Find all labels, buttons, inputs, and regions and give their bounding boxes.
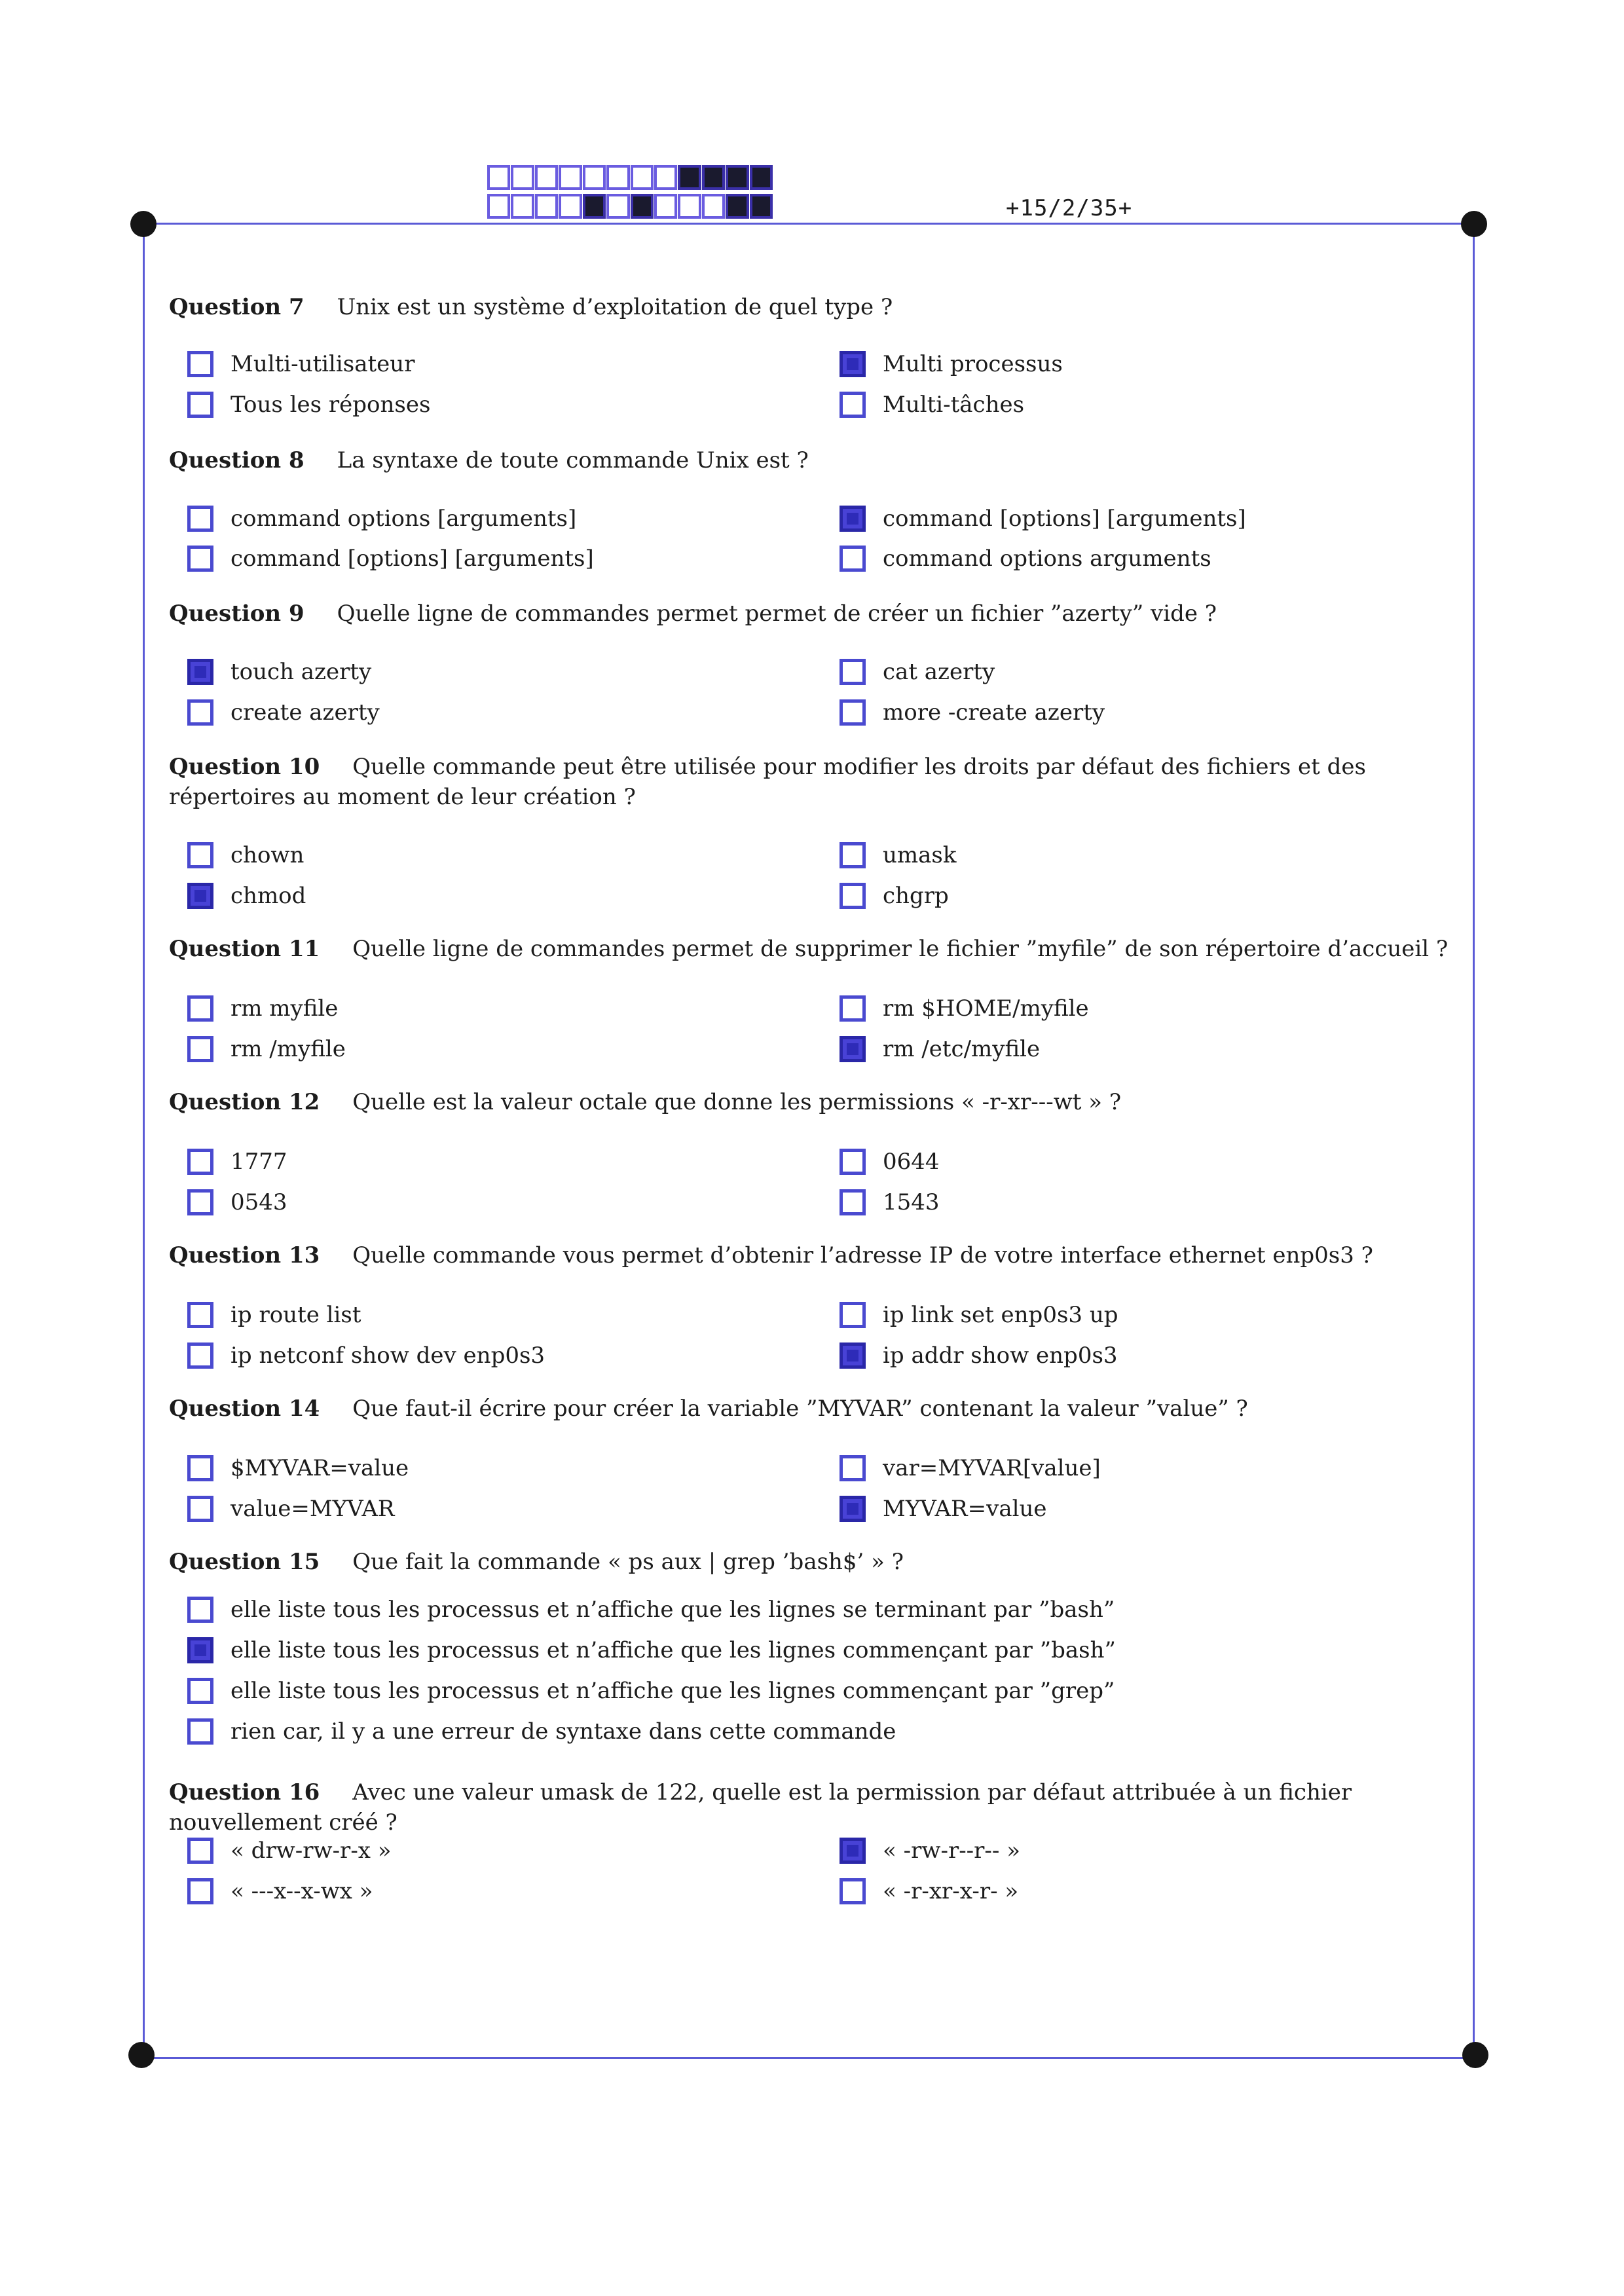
option-label: command [options] [arguments] — [231, 546, 594, 572]
answer-option[interactable] — [840, 1342, 1118, 1369]
question-text — [169, 292, 1457, 322]
checkbox[interactable] — [187, 1597, 213, 1623]
answer-option[interactable] — [840, 995, 1089, 1022]
answer-option[interactable] — [187, 1718, 896, 1745]
option-label: chown — [231, 842, 304, 868]
answer-option[interactable] — [187, 1189, 287, 1215]
answer-option[interactable] — [840, 699, 1105, 726]
option-label: 1777 — [231, 1149, 287, 1175]
barcode-cell — [678, 165, 701, 190]
answer-option[interactable] — [187, 1342, 545, 1369]
question-label: Question 7 — [169, 294, 304, 320]
checkbox[interactable] — [840, 842, 866, 868]
option-label: « drw-rw-r-x » — [231, 1838, 392, 1864]
question-label: Question 13 — [169, 1242, 320, 1268]
checkbox[interactable] — [187, 1878, 213, 1904]
checkbox[interactable] — [840, 1878, 866, 1904]
question-prompt: Quelle est la valeur octale que donne les permissions « -r-xr---wt » ? — [352, 1089, 1122, 1115]
barcode-cell — [535, 165, 558, 190]
answer-option[interactable] — [840, 1189, 940, 1215]
answer-option[interactable] — [840, 659, 995, 685]
answer-option[interactable] — [840, 883, 949, 909]
answer-option[interactable] — [187, 1036, 346, 1062]
checkbox[interactable] — [187, 1149, 213, 1175]
checkbox[interactable] — [187, 1496, 213, 1522]
answer-option[interactable] — [187, 1838, 392, 1864]
question-prompt: Quelle ligne de commandes permet de supprimer le fichier ”myfile” de son répertoire d’accueil ? — [352, 936, 1449, 962]
question-text — [169, 1777, 1457, 1838]
option-label: « -r-xr-x-r- » — [883, 1878, 1019, 1904]
corner-marker — [130, 211, 157, 237]
checkbox-checked[interactable] — [840, 1036, 866, 1062]
question-prompt: Quelle commande vous permet d’obtenir l’adresse IP de votre interface ethernet enp0s3 ? — [352, 1242, 1373, 1268]
barcode-cell — [654, 194, 677, 219]
barcode-cell — [559, 165, 581, 190]
corner-marker — [128, 2042, 155, 2068]
option-label: create azerty — [231, 699, 380, 726]
option-label: value=MYVAR — [231, 1496, 395, 1522]
barcode-cell — [559, 194, 581, 219]
option-label: cat azerty — [883, 659, 995, 685]
checkbox[interactable] — [187, 1678, 213, 1704]
option-label: Multi processus — [883, 351, 1063, 377]
barcode-cell — [487, 165, 510, 190]
barcode-cell — [631, 165, 654, 190]
question-prompt: Que fait la commande « ps aux | grep ’bash$’ » ? — [352, 1549, 904, 1575]
option-label: 0543 — [231, 1189, 287, 1215]
answer-option[interactable] — [840, 842, 956, 868]
option-label: command options arguments — [883, 546, 1211, 572]
checkbox[interactable] — [187, 546, 213, 572]
checkbox-checked[interactable] — [187, 883, 213, 909]
option-label: umask — [883, 842, 957, 868]
option-label: rm $HOME/myfile — [883, 995, 1089, 1022]
question-label: Question 9 — [169, 601, 304, 627]
option-label: « ---x--x-wx » — [231, 1878, 373, 1904]
answer-option[interactable] — [187, 506, 576, 532]
question-text — [169, 934, 1457, 964]
checkbox[interactable] — [840, 1149, 866, 1175]
question-label: Question 8 — [169, 447, 304, 473]
checkbox[interactable] — [187, 1342, 213, 1369]
answer-option[interactable] — [187, 995, 338, 1022]
option-label: 1543 — [883, 1189, 940, 1215]
answer-option[interactable] — [187, 1302, 361, 1328]
question-text — [169, 1240, 1457, 1270]
option-label: MYVAR=value — [883, 1496, 1047, 1522]
checkbox[interactable] — [840, 1455, 866, 1481]
question-label: Question 14 — [169, 1396, 320, 1422]
option-label: command options [arguments] — [231, 506, 577, 532]
checkbox[interactable] — [840, 995, 866, 1022]
checkbox-checked[interactable] — [840, 351, 866, 377]
id-barcode-row — [487, 194, 773, 219]
option-label: elle liste tous les processus et n’affiche que les lignes commençant par ”grep” — [231, 1678, 1115, 1704]
answer-option[interactable] — [840, 546, 1211, 572]
question-text — [169, 445, 1457, 475]
option-label: 0644 — [883, 1149, 940, 1175]
answer-option[interactable] — [187, 1496, 395, 1522]
checkbox-checked[interactable] — [187, 659, 213, 685]
checkbox[interactable] — [840, 546, 866, 572]
barcode-cell — [583, 165, 606, 190]
option-label: « -rw-r--r-- » — [883, 1838, 1021, 1864]
corner-marker — [1461, 211, 1487, 237]
question-text — [169, 1394, 1457, 1424]
option-label: elle liste tous les processus et n’affiche que les lignes se terminant par ”bash” — [231, 1597, 1115, 1623]
question-label: Question 12 — [169, 1089, 320, 1115]
question-label: Question 10 — [169, 754, 320, 780]
question-label: Question 11 — [169, 936, 320, 962]
answer-option[interactable] — [187, 1149, 287, 1175]
option-label: rm myfile — [231, 995, 339, 1022]
checkbox-checked[interactable] — [840, 506, 866, 532]
question-label: Question 16 — [169, 1779, 320, 1805]
barcode-cell — [750, 165, 773, 190]
option-label: Multi-utilisateur — [231, 351, 415, 377]
corner-marker — [1462, 2042, 1488, 2068]
answer-option[interactable] — [840, 1496, 1047, 1522]
checkbox-checked[interactable] — [840, 1342, 866, 1369]
checkbox[interactable] — [187, 1838, 213, 1864]
option-label: elle liste tous les processus et n’affiche que les lignes commençant par ”bash” — [231, 1637, 1116, 1663]
answer-option[interactable] — [187, 1455, 409, 1481]
question-prompt: Quelle commande peut être utilisée pour modifier les droits par défaut des fichiers et des répertoires au moment de leur création ? — [169, 754, 1366, 810]
option-label: rm /etc/myfile — [883, 1036, 1041, 1062]
checkbox-checked[interactable] — [187, 1637, 213, 1663]
answer-option[interactable] — [840, 1455, 1101, 1481]
answer-option[interactable] — [840, 1149, 940, 1175]
answer-option[interactable] — [187, 1678, 1115, 1704]
question-text — [169, 599, 1457, 629]
option-label: more -create azerty — [883, 699, 1105, 726]
answer-option[interactable] — [840, 392, 1024, 418]
option-label: ip addr show enp0s3 — [883, 1342, 1118, 1369]
answer-option[interactable] — [187, 1878, 373, 1904]
answer-option[interactable] — [840, 506, 1246, 532]
checkbox[interactable] — [840, 883, 866, 909]
answer-option[interactable] — [187, 842, 304, 868]
option-label: ip route list — [231, 1302, 361, 1328]
barcode-cell — [511, 165, 534, 190]
checkbox[interactable] — [187, 1718, 213, 1745]
checkbox[interactable] — [187, 351, 213, 377]
answer-option[interactable] — [840, 1878, 1018, 1904]
checkbox[interactable] — [187, 1302, 213, 1328]
answer-option[interactable] — [840, 351, 1063, 377]
answer-option[interactable] — [187, 659, 371, 685]
checkbox[interactable] — [187, 699, 213, 726]
barcode-cell — [678, 194, 701, 219]
answer-option[interactable] — [187, 392, 430, 418]
barcode-cell — [487, 194, 510, 219]
barcode-cell — [702, 194, 725, 219]
checkbox[interactable] — [187, 995, 213, 1022]
option-label: $MYVAR=value — [231, 1455, 409, 1481]
answer-option[interactable] — [187, 883, 306, 909]
checkbox-checked[interactable] — [840, 1496, 866, 1522]
barcode-cell — [606, 194, 629, 219]
checkbox-checked[interactable] — [840, 1838, 866, 1864]
barcode-cell — [702, 165, 725, 190]
checkbox[interactable] — [187, 842, 213, 868]
barcode-cell — [726, 194, 748, 219]
barcode-cell — [511, 194, 534, 219]
barcode-cell — [535, 194, 558, 219]
checkbox[interactable] — [187, 506, 213, 532]
option-label: rm /myfile — [231, 1036, 346, 1062]
barcode-cell — [750, 194, 773, 219]
answer-option[interactable] — [840, 1036, 1040, 1062]
checkbox[interactable] — [840, 699, 866, 726]
checkbox[interactable] — [187, 392, 213, 418]
answer-option[interactable] — [187, 699, 380, 726]
question-text — [169, 1547, 1457, 1577]
question-text — [169, 752, 1457, 812]
answer-option[interactable] — [840, 1302, 1118, 1328]
option-label: Multi-tâches — [883, 392, 1025, 418]
checkbox[interactable] — [187, 1036, 213, 1062]
option-label: command [options] [arguments] — [883, 506, 1246, 532]
option-label: Tous les réponses — [231, 392, 431, 418]
option-label: var=MYVAR[value] — [883, 1455, 1101, 1481]
answer-option[interactable] — [187, 351, 415, 377]
option-label: rien car, il y a une erreur de syntaxe dans cette commande — [231, 1718, 896, 1745]
option-label: ip netconf show dev enp0s3 — [231, 1342, 545, 1369]
barcode-cell — [654, 165, 677, 190]
question-prompt: La syntaxe de toute commande Unix est ? — [337, 447, 809, 473]
answer-option[interactable] — [187, 1597, 1115, 1623]
barcode-cell — [631, 194, 654, 219]
checkbox[interactable] — [840, 659, 866, 685]
option-label: ip link set enp0s3 up — [883, 1302, 1118, 1328]
checkbox[interactable] — [840, 392, 866, 418]
answer-option[interactable] — [187, 546, 594, 572]
id-barcode-row — [487, 165, 773, 190]
question-text — [169, 1087, 1457, 1117]
option-label: chgrp — [883, 883, 949, 909]
option-label: touch azerty — [231, 659, 372, 685]
checkbox[interactable] — [840, 1302, 866, 1328]
question-label: Question 15 — [169, 1549, 320, 1575]
answer-option[interactable] — [187, 1637, 1116, 1663]
option-label: chmod — [231, 883, 306, 909]
checkbox[interactable] — [187, 1455, 213, 1481]
checkbox[interactable] — [840, 1189, 866, 1215]
question-prompt: Quelle ligne de commandes permet permet de créer un fichier ”azerty” vide ? — [337, 601, 1217, 627]
question-prompt: Avec une valeur umask de 122, quelle est la permission par défaut attribuée à un fichier nouvellement créé ? — [169, 1779, 1352, 1836]
barcode-cell — [606, 165, 629, 190]
question-prompt: Unix est un système d’exploitation de quel type ? — [337, 294, 893, 320]
answer-option[interactable] — [840, 1838, 1020, 1864]
page-identifier: +15/2/35+ — [1006, 195, 1133, 221]
checkbox[interactable] — [187, 1189, 213, 1215]
question-prompt: Que faut-il écrire pour créer la variable ”MYVAR” contenant la valeur ”value” ? — [352, 1396, 1248, 1422]
barcode-cell — [726, 165, 748, 190]
barcode-cell — [583, 194, 606, 219]
